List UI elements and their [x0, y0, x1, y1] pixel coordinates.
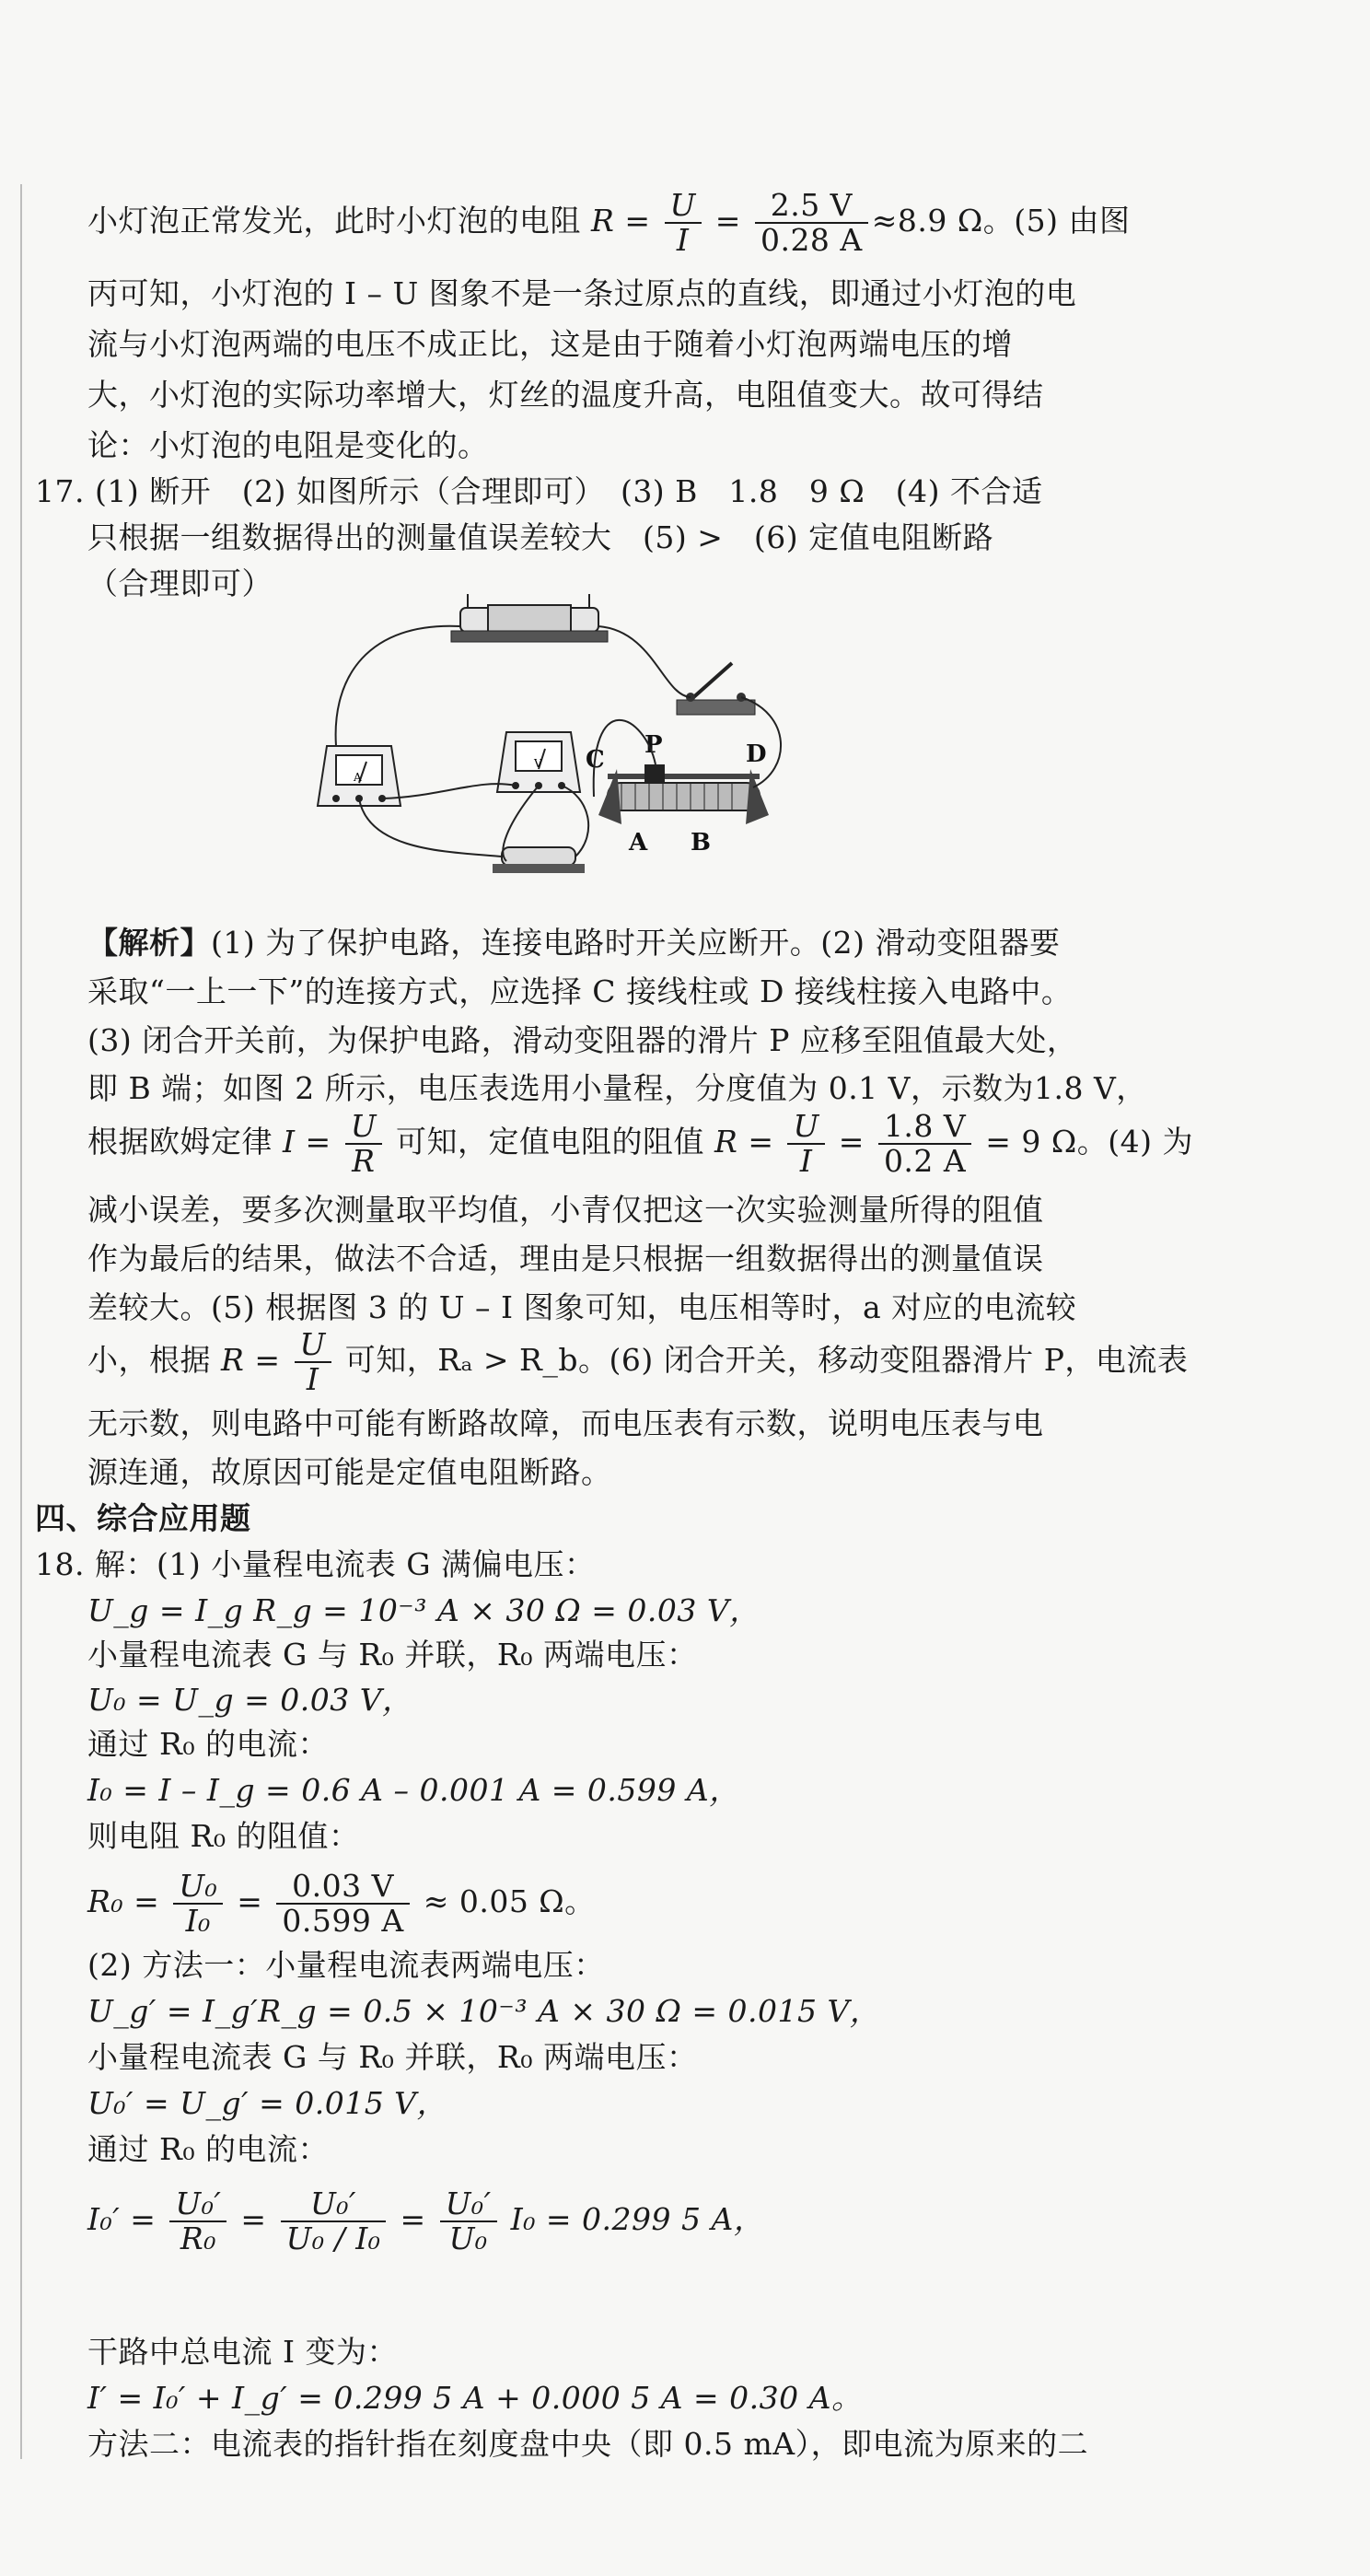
label-p: P — [644, 731, 663, 759]
text-span: = — [704, 203, 751, 239]
binding-margin-line — [20, 184, 22, 2459]
explanation-tag: 【解析】 — [87, 925, 211, 961]
question-18-line-11: 小量程电流表 G 与 R₀ 并联，R₀ 两端电压： — [87, 2039, 698, 2075]
question-18-line-9: (2) 方法一：小量程电流表两端电压： — [87, 1947, 605, 1983]
explanation-line-3: (3) 闭合开关前，为保护电路，滑动变阻器的滑片 P 应移至阻值最大处， — [87, 1022, 1078, 1058]
denominator: R₀ — [180, 2220, 216, 2256]
question-18-line-4: U₀ = U_g = 0.03 V， — [87, 1682, 413, 1718]
fraction-value — [878, 1110, 971, 1178]
ammeter — [318, 746, 401, 806]
question-17-line-1: 17. (1) 断开 (2) 如图所示（合理即可） (3) B 1.8 9 Ω (4) 不合适 — [35, 473, 1043, 509]
explanation-line-8: 差较大。(5) 根据图 3 的 U – I 图象可知，电压相等时，a 对应的电流较 — [87, 1289, 1077, 1325]
question-18-line-16: I′ = I₀′ + I_g′ = 0.299 5 A + 0.000 5 A = 0.30 A。 — [87, 2380, 863, 2416]
fraction-value — [755, 189, 868, 257]
question-18-line-15: 干路中总电流 I 变为： — [87, 2334, 399, 2370]
question-18-line-12: U₀′ = U_g′ = 0.015 V， — [87, 2085, 448, 2121]
label-a: A — [629, 829, 648, 857]
question-18-line-5: 通过 R₀ 的电流： — [87, 1726, 330, 1762]
explanation-line-11: 源连通，故原因可能是定值电阻断路。 — [87, 1454, 612, 1490]
text-span: 可知，定值电阻的阻值 — [386, 1124, 714, 1160]
math-var: I — [283, 1124, 296, 1160]
switch — [677, 663, 755, 715]
text-span: I₀′ = — [87, 2201, 167, 2237]
question-18-line-14 — [87, 2187, 1109, 2255]
text-span: = — [295, 1124, 342, 1160]
denominator: U₀ / I₀ — [285, 2220, 381, 2256]
explanation-line-10: 无示数，则电路中可能有断路故障，而电压表有示数，说明电压表与电 — [87, 1405, 1044, 1441]
text-span: = — [828, 1124, 875, 1160]
numerator: 0.03 V — [276, 1870, 409, 1905]
denominator: 0.599 A — [282, 1903, 404, 1939]
text-span: (1) 为了保护电路，连接电路时开关应断开。(2) 滑动变阻器要 — [211, 925, 1061, 961]
fraction-c — [440, 2187, 497, 2255]
fraction-value — [276, 1870, 409, 1938]
denominator: I — [676, 222, 690, 258]
fraction-u-over-r — [345, 1110, 382, 1178]
explanation-line-6: 减小误差，要多次测量取平均值，小青仅把这一次实验测量所得的阻值 — [87, 1192, 1044, 1228]
circuit-diagram — [313, 585, 810, 889]
text-span: ≈8.9 Ω。(5) 由图 — [871, 203, 1131, 239]
question-18-line-13: 通过 R₀ 的电流： — [87, 2131, 330, 2167]
math-var: R — [221, 1342, 245, 1378]
numerator: 1.8 V — [878, 1110, 971, 1145]
text-span: I₀ = 0.299 5 A， — [500, 2201, 765, 2237]
question-18-line-1: 18. 解：(1) 小量程电流表 G 满偏电压： — [35, 1546, 596, 1582]
text-span: 可知，Rₐ > R_b。(6) 闭合开关，移动变阻器滑片 P，电流表 — [334, 1342, 1189, 1378]
text-span: = 9 Ω。(4) 为 — [975, 1124, 1193, 1160]
battery — [451, 594, 608, 642]
numerator: U₀′ — [440, 2187, 497, 2222]
text-span: = — [226, 1883, 273, 1919]
explanation-line-2: 采取“一上一下”的连接方式，应选择 C 接线柱或 D 接线柱接入电路中。 — [87, 973, 1073, 1009]
text-span: R₀ = — [87, 1883, 170, 1919]
numerator: U₀ — [173, 1870, 223, 1905]
fraction-u-over-i — [787, 1110, 824, 1178]
text-span: = — [737, 1124, 784, 1160]
text-span: = — [389, 2201, 436, 2237]
numerator: U — [787, 1110, 824, 1145]
fraction-b — [281, 2187, 387, 2255]
meter-a-label: A — [354, 771, 362, 784]
text-line-5: 论：小灯泡的电阻是变化的。 — [87, 427, 489, 463]
numerator: U — [665, 189, 702, 224]
label-c: C — [586, 746, 605, 774]
fraction-a — [169, 2187, 226, 2255]
text-line-3: 流与小灯泡两端的电压不成正比，这是由于随着小灯泡两端电压的增 — [87, 326, 1013, 362]
question-18-line-3: 小量程电流表 G 与 R₀ 并联，R₀ 两端电压： — [87, 1637, 698, 1673]
explanation-line-1 — [87, 921, 1109, 965]
denominator: I — [799, 1143, 813, 1179]
denominator: I — [306, 1361, 319, 1397]
label-d: D — [746, 740, 767, 768]
text-span: ≈ 0.05 Ω。 — [412, 1883, 596, 1919]
denominator: R — [352, 1143, 376, 1179]
explanation-line-7: 作为最后的结果，做法不合适，理由是只根据一组数据得出的测量值误 — [87, 1241, 1044, 1276]
denominator: U₀ — [448, 2220, 488, 2256]
numerator: U — [295, 1328, 331, 1363]
numerator: U₀′ — [281, 2187, 387, 2222]
text-span: 根据欧姆定律 — [87, 1124, 283, 1160]
question-18-line-17: 方法二：电流表的指针指在刻度盘中央（即 0.5 mA），即电流为原来的二 — [87, 2426, 1089, 2462]
explanation-line-5 — [87, 1108, 1193, 1179]
text-span: = — [230, 2201, 277, 2237]
question-18-line-6: I₀ = I – I_g = 0.6 A – 0.001 A = 0.599 A， — [87, 1772, 740, 1808]
text-span: = — [244, 1342, 291, 1378]
numerator: U — [345, 1110, 382, 1145]
text-line-1 — [87, 187, 1131, 258]
math-var: R — [714, 1124, 738, 1160]
question-17-line-2: 只根据一组数据得出的测量值误差较大 (5) > (6) 定值电阻断路 — [87, 519, 994, 555]
denominator: 0.28 A — [760, 222, 863, 258]
fraction-u0-over-i0 — [173, 1870, 223, 1938]
math-var: R — [591, 203, 615, 239]
rheostat — [586, 731, 769, 857]
denominator: 0.2 A — [883, 1143, 967, 1179]
numerator: 2.5 V — [755, 189, 868, 224]
question-17-line-3: （合理即可） — [87, 565, 273, 601]
label-b: B — [691, 829, 711, 857]
question-18-line-8 — [87, 1870, 1109, 1938]
question-18-line-10: U_g′ = I_g′R_g = 0.5 × 10⁻³ A × 30 Ω = 0.015 V， — [87, 1993, 881, 2029]
text-span: = — [614, 203, 661, 239]
text-line-4: 大，小灯泡的实际功率增大，灯丝的温度升高，电阻值变大。故可得结 — [87, 377, 1044, 413]
section-heading: 四、综合应用题 — [35, 1500, 251, 1536]
text-span: 小，根据 — [87, 1342, 221, 1378]
denominator: I₀ — [185, 1903, 211, 1939]
explanation-line-9 — [87, 1326, 1189, 1397]
fraction-u-over-i — [665, 189, 702, 257]
question-18-line-2: U_g = I_g R_g = 10⁻³ A × 30 Ω = 0.03 V， — [87, 1592, 760, 1628]
question-18-line-7: 则电阻 R₀ 的阻值： — [87, 1818, 360, 1854]
text-span: 小灯泡正常发光，此时小灯泡的电阻 — [87, 203, 591, 239]
fraction-u-over-i — [295, 1328, 331, 1396]
text-line-2: 丙可知，小灯泡的 I – U 图象不是一条过原点的直线，即通过小灯泡的电 — [87, 275, 1077, 311]
numerator: U₀′ — [169, 2187, 226, 2222]
explanation-line-4: 即 B 端；如图 2 所示，电压表选用小量程，分度值为 0.1 V，示数为1.8 V， — [87, 1070, 1147, 1106]
voltmeter — [497, 732, 580, 792]
meter-v-label: V — [534, 757, 542, 770]
